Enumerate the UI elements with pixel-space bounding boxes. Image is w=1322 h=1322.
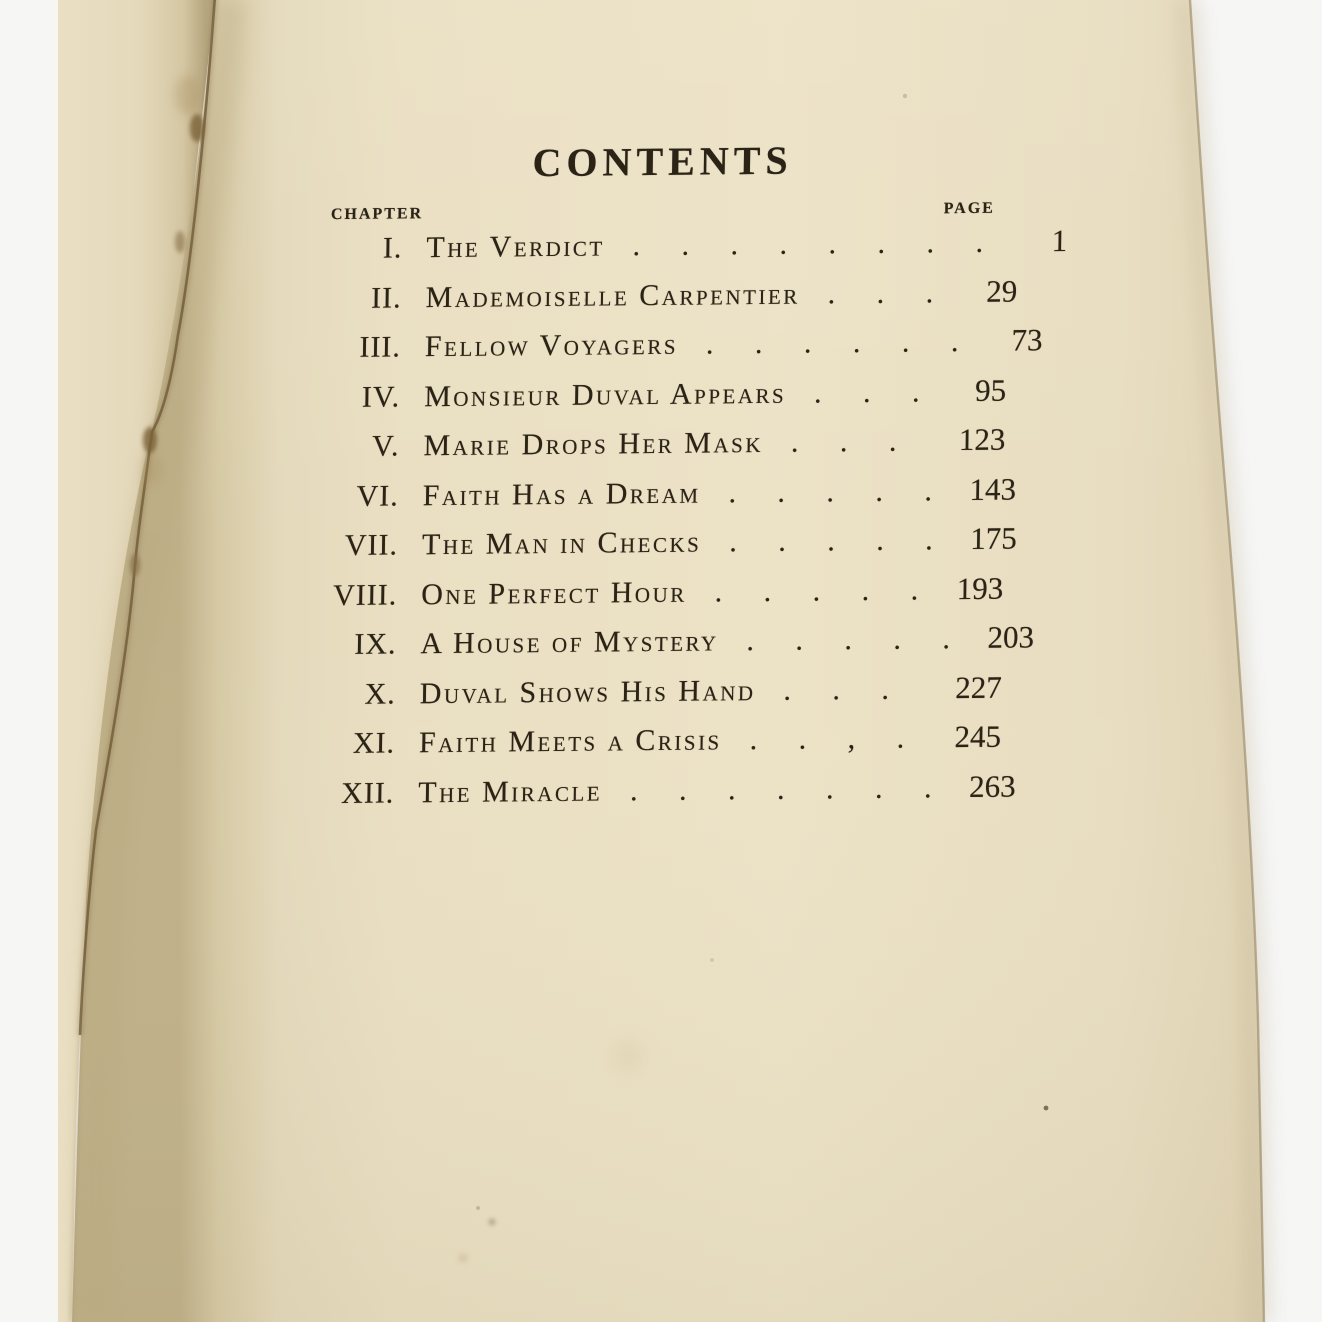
chapter-title: Mademoiselle Carpentier bbox=[425, 277, 801, 314]
paper-speck bbox=[710, 958, 714, 962]
page-number: 227 bbox=[955, 669, 1003, 705]
leader-dots: . . . . . . . . bbox=[632, 225, 984, 263]
paper-speck bbox=[458, 1253, 468, 1263]
leader-dots: . . . . . . . bbox=[629, 770, 932, 807]
contents-title: CONTENTS bbox=[532, 137, 794, 186]
stitch-knot bbox=[130, 554, 140, 576]
chapter-numeral: X. bbox=[364, 676, 397, 711]
toc-row bbox=[286, 471, 1017, 527]
paper-speck bbox=[903, 94, 907, 98]
leader-dots: . . . bbox=[790, 424, 897, 459]
chapter-numeral: XI. bbox=[352, 726, 396, 760]
toc-row bbox=[284, 619, 1035, 676]
gutter-stain bbox=[143, 454, 161, 486]
leader-dots: . . . bbox=[813, 374, 920, 409]
toc-row bbox=[286, 520, 1018, 577]
toc-row bbox=[288, 322, 1043, 379]
paper-speck bbox=[476, 1206, 480, 1210]
toc-row bbox=[287, 422, 1006, 478]
toc-content bbox=[282, 135, 1068, 825]
toc-row bbox=[282, 768, 1016, 824]
leader-dots: . . . . . bbox=[714, 572, 919, 608]
paper-stain bbox=[612, 1040, 644, 1072]
chapter-numeral: II. bbox=[370, 280, 402, 315]
chapter-numeral: XII. bbox=[340, 775, 395, 810]
page-number: 263 bbox=[968, 768, 1016, 804]
chapter-title: Fellow Voyagers bbox=[424, 327, 679, 364]
leader-dots: . . . bbox=[827, 275, 934, 310]
chapter-numeral: I. bbox=[382, 231, 403, 265]
page-number: 193 bbox=[956, 570, 1004, 606]
chapter-title: The Verdict bbox=[426, 229, 605, 265]
page-number: 29 bbox=[986, 272, 1018, 309]
chapter-numeral: VIII. bbox=[332, 577, 398, 612]
chapter-numeral: VI. bbox=[356, 478, 399, 513]
gutter-stain bbox=[175, 75, 201, 115]
stitch-knot bbox=[143, 427, 157, 453]
paper-speck bbox=[489, 1219, 496, 1226]
chapter-numeral: V. bbox=[371, 429, 400, 463]
chapter-numeral: VII. bbox=[344, 528, 399, 562]
paper-speck bbox=[1044, 1106, 1049, 1111]
chapter-title: A House of Mystery bbox=[420, 624, 719, 661]
leader-dots: . . . bbox=[783, 672, 890, 707]
page-number: 123 bbox=[958, 421, 1006, 458]
page-number: 73 bbox=[1011, 322, 1043, 358]
toc-row bbox=[289, 272, 1018, 329]
leader-dots: . . . . . bbox=[728, 473, 933, 509]
chapter-column-header: CHAPTER bbox=[330, 205, 424, 224]
chapter-numeral: III. bbox=[359, 330, 402, 364]
page-number: 175 bbox=[970, 520, 1018, 556]
page-number: 203 bbox=[987, 619, 1035, 655]
stitch-knot bbox=[175, 231, 185, 253]
chapter-title: Faith Has a Dream bbox=[422, 476, 701, 512]
chapter-numeral: IV. bbox=[361, 379, 401, 414]
toc-row bbox=[290, 223, 1068, 280]
toc-row bbox=[285, 570, 1004, 626]
column-headers bbox=[291, 199, 1009, 226]
chapter-title: The Miracle bbox=[418, 773, 603, 809]
chapter-title: The Man in Checks bbox=[421, 525, 702, 562]
chapter-title: Duval Shows His Hand bbox=[419, 673, 756, 710]
page-column-header: PAGE bbox=[943, 199, 996, 218]
chapter-title: Marie Drops Her Mask bbox=[423, 425, 764, 463]
page-number: 95 bbox=[974, 372, 1007, 408]
chapter-title: Faith Meets a Crisis bbox=[418, 723, 723, 760]
chapter-numeral: IX. bbox=[354, 627, 397, 661]
leader-dots: . . . . . bbox=[729, 523, 934, 559]
page-number: 1 bbox=[1051, 223, 1068, 259]
toc-rows bbox=[282, 223, 1068, 825]
leader-dots: . . . . . . bbox=[705, 325, 959, 361]
chapter-title: One Perfect Hour bbox=[421, 575, 688, 611]
toc-row bbox=[283, 719, 1002, 775]
leader-dots: . . . . . bbox=[746, 622, 951, 658]
toc-row bbox=[288, 372, 1007, 428]
chapter-title: Monsieur Duval Appears bbox=[423, 376, 787, 413]
stitch-knot bbox=[190, 114, 204, 142]
leader-dots: . . , . bbox=[749, 721, 905, 757]
page-number: 143 bbox=[969, 471, 1017, 507]
page-number: 245 bbox=[954, 718, 1002, 755]
toc-row bbox=[283, 669, 1002, 725]
